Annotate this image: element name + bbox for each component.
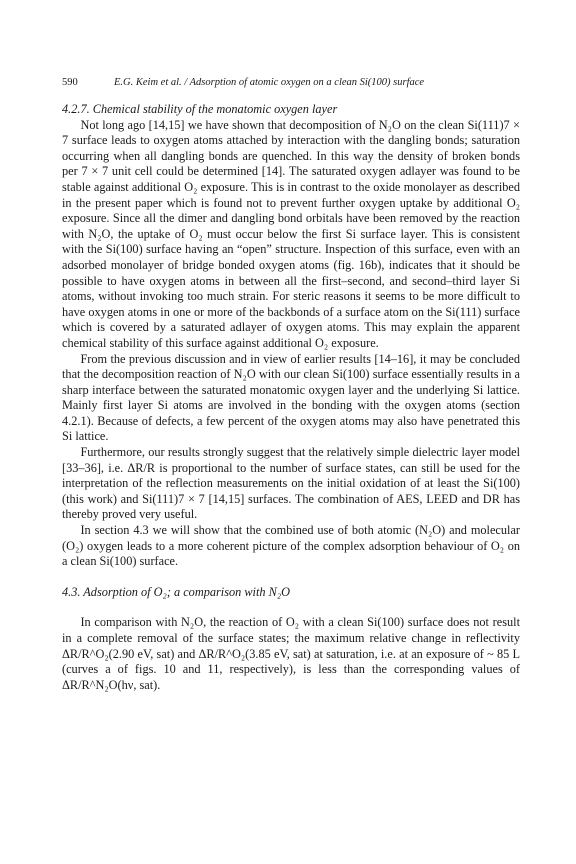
section-heading-4-2-7: 4.2.7. Chemical stability of the monatomic oxygen layer xyxy=(62,102,338,116)
running-head-title: E.G. Keim et al. / Adsorption of atomic oxygen on a clean Si(100) surface xyxy=(114,77,425,88)
section-heading-4-3: 4.3. Adsorption of O₂; a comparison with N₂O xyxy=(62,584,290,599)
paragraph-427-2: From the previous discussion and in view of earlier results [14–16], it may be concluded that the decomposition reaction of N₂O with our clean Si(100) surface essentially results in a sharp interface between the saturated monatomic oxygen layer and the underlying Si lattice. Mainly first layer Si atoms are involved in the bonding with the oxygen atoms (section 4.2.1). Because of defects, a few percent of the oxygen atoms may also have penetrated this Si lattice. xyxy=(62,351,520,444)
running-head xyxy=(62,76,520,89)
paragraph-427-1: Not long ago [14,15] we have shown that decomposition of N₂O on the clean Si(111)7 × 7 surface leads to oxygen atoms attached by interaction with the dangling bonds; saturation occurring when all dangling bonds are quenched. In this way the density of broken bonds per 7 × 7 unit cell could be determined [14]. The saturated oxygen adlayer was found to be stable against additional O₂ exposure. This is in contrast to the oxide monolayer as described in the present paper which is found not to prevent further oxygen uptake by additional O₂ exposure. Since all the dimer and dangling bond orbitals have been removed by the reaction with N₂O, the uptake of O₂ must occur below the first Si surface layer. This is consistent with the Si(100) surface having an “open” structure. Inspection of this surface, even with an adsorbed monolayer of bridge bonded oxygen atoms (fig. 16b), indicates that it should be possible to have oxygen atoms in between all the first–second, and second–third layer Si atoms, without invoking too much strain. For steric reasons it seems to be more difficult to have oxygen atoms in one or more of the backbonds of a surface atom on the Si(111) surface which is covered by a saturated adlayer of oxygen atoms. This may explain the apparent chemical stability of this surface against additional O₂ exposure. xyxy=(62,117,520,350)
paragraph-427-3: Furthermore, our results strongly suggest that the relatively simple dielectric layer model [33–36], i.e. ΔR/R is proportional to the number of surface states, can still be used for the interpretation of the reflection measurements on the initial oxidation of at least the Si(100) (this work) and Si(111)7 × 7 [14,15] surfaces. The combination of AES, LEED and DR has thereby proved very useful. xyxy=(62,445,520,522)
paragraph-427-4: In section 4.3 we will show that the combined use of both atomic (N₂O) and molecular (O₂) oxygen leads to a more coherent picture of the complex adsorption behaviour of O₂ on a clean Si(100) surface. xyxy=(62,523,520,569)
page-number: 590 xyxy=(62,77,78,88)
paragraph-43-1: In comparison with N₂O, the reaction of O₂ with a clean Si(100) surface does not result in a complete removal of the surface states; the maximum relative change in reflectivity ΔR/R^O₂(2.90 eV, sat) and ΔR/R^O₂(3.85 eV, sat) at saturation, i.e. at an exposure of ~ 85 L (curves a of figs. 10 and 11, respectively), is less than the corresponding values of ΔR/R^N₂O(hν, sat). xyxy=(62,615,520,692)
article-body xyxy=(62,102,520,693)
